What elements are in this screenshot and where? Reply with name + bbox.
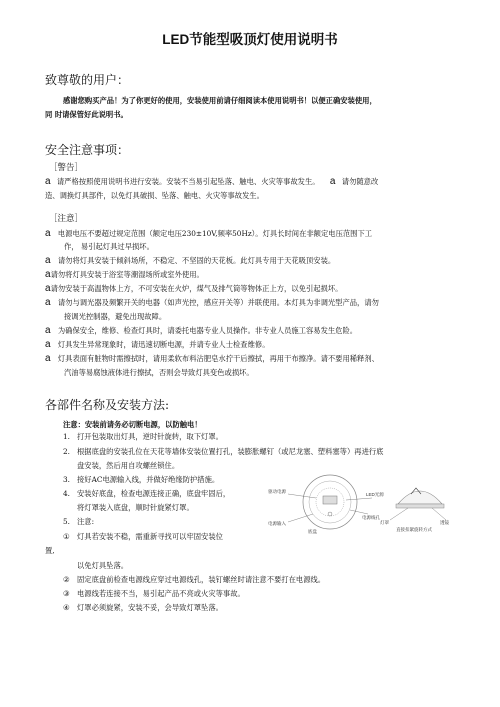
install-step: 3. 接好AC电源输入线，并做好绝缘防护措施。	[63, 475, 220, 484]
safety-heading: 安全注意事项：	[45, 143, 130, 157]
caution-item: ② 固定底盘前检查电源线应穿过电源线孔，装钉螺丝时请注意不要打在电源线。	[63, 575, 326, 584]
notice-item-cont: 汽油等易腐蚀液体进行擦拭，否则会导致灯具变色或损坏。	[64, 368, 254, 377]
intro-line-2: 同 时请保管好此说明书。	[45, 110, 128, 119]
notice-item: a请勿将灯具安装于浴室等潮湿场所或室外使用。	[45, 269, 204, 280]
install-heading: 各部件名称及安装方法:	[45, 398, 170, 412]
notice-item: a 为确保安全，维修、检查灯具时，请委托电器专业人员操作。非专业人员施工容易发生危险。	[45, 325, 358, 336]
install-step: 盘安装，然后用自攻螺丝锁住。	[77, 461, 180, 470]
notice-item: a请勿安装于高温物体上方，不可安装在火炉，煤气及排气筒等物体正上方，以免引起损坏。	[45, 283, 343, 294]
greeting: 致尊敬的用户：	[45, 73, 130, 87]
intro-line-1: 感谢您购买产品！为了你更好的使用，安装使用前请仔细阅读本使用说明书！以便正确安装使用，	[63, 96, 377, 105]
install-step: 2. 根据底盘的安装孔位在天花等墙体安装位置打孔，装膨胀螺钉（或尼龙塞、塑料塞等）再进行底	[63, 447, 384, 456]
notice-item: a 请勿将灯具安装于倾斜场所，不稳定、不坚固的天花板。此灯具专用于天花吸顶安装。	[45, 255, 336, 266]
bullet-marker: a	[45, 176, 51, 187]
bullet-marker: a	[329, 176, 336, 187]
notice-item: a 灯具表面有脏物时需擦拭时，请用柔软布料沾肥皂水拧干后擦拭，再用干布擦净。请不要用稀释剂、	[45, 353, 379, 364]
figure-caption: 直接扣紧旋转方式	[396, 527, 432, 532]
lamp-diagram-drawing	[268, 474, 458, 534]
install-step: 5. 注意:	[63, 517, 95, 526]
label-driver: 驱动电源	[268, 489, 286, 494]
warning-line-2: 造、调换灯具部件，以免灯具破损、坠落、触电、火灾等事故发生。	[45, 191, 264, 200]
label-hole: 电源线孔	[362, 515, 380, 520]
install-step: 1. 打开包装取出灯具，逆时针旋转，取下灯罩。	[63, 432, 223, 441]
caution-item: ③ 电源线若连接不当，易引起产品不亮或火灾等事故。	[63, 589, 245, 598]
label-lampshade: 灯罩	[380, 520, 389, 525]
caution-item: ① 灯具若安装不稳，需重新寻找可以牢固安装位	[63, 532, 223, 541]
document-title: LED节能型吸顶灯使用说明书	[162, 32, 338, 47]
label-power: 电源输入	[268, 521, 286, 526]
label-lens: 透镜	[440, 520, 449, 525]
warning-label: ［警告］	[49, 163, 84, 173]
label-chassis: 底盘	[308, 529, 317, 534]
notice-item: a 灯具发生异常现象时，请迅速切断电源，并请专业人士检查维修。	[45, 339, 270, 350]
notice-item: a 请勿与调光器及频繁开关的电器（如声光控，感应开关等）并联使用。本灯具为非调光型产品，请勿	[45, 297, 379, 308]
caution-cont: 以免灯具坠落。	[77, 561, 129, 570]
notice-item: a 电源电压不要超过规定范围（额定电压230±10V,频率50Hz）。灯具长时间在非额定电压范围下工	[45, 228, 373, 239]
caution-item: ④ 灯罩必须旋紧，安装不妥，会导致灯罩坠落。	[63, 603, 223, 612]
lamp-diagram	[268, 474, 458, 534]
notice-label: ［注意］	[49, 214, 84, 224]
notice-item-cont: 接调光控制器，避免出现故障。	[64, 312, 167, 321]
install-note: 注意：安装前请务必切断电源，以防触电！	[63, 420, 202, 429]
label-board: LED光源	[366, 492, 384, 497]
install-step: 将灯罩装入底盘，顺时针旋紧灯罩。	[77, 503, 194, 512]
notice-item-cont: 作， 易引起灯具过早损坏。	[64, 242, 154, 251]
caution-wrap: 置,	[45, 546, 55, 555]
install-step: 4. 安装好底盘，检查电源连接正确，底盘牢固后，	[63, 489, 231, 498]
warning-line-1: a 请严格按照使用说明书进行安装。安装不当易引起坠落、触电、火灾等事故发生。 a 请勿随意改	[45, 176, 379, 187]
